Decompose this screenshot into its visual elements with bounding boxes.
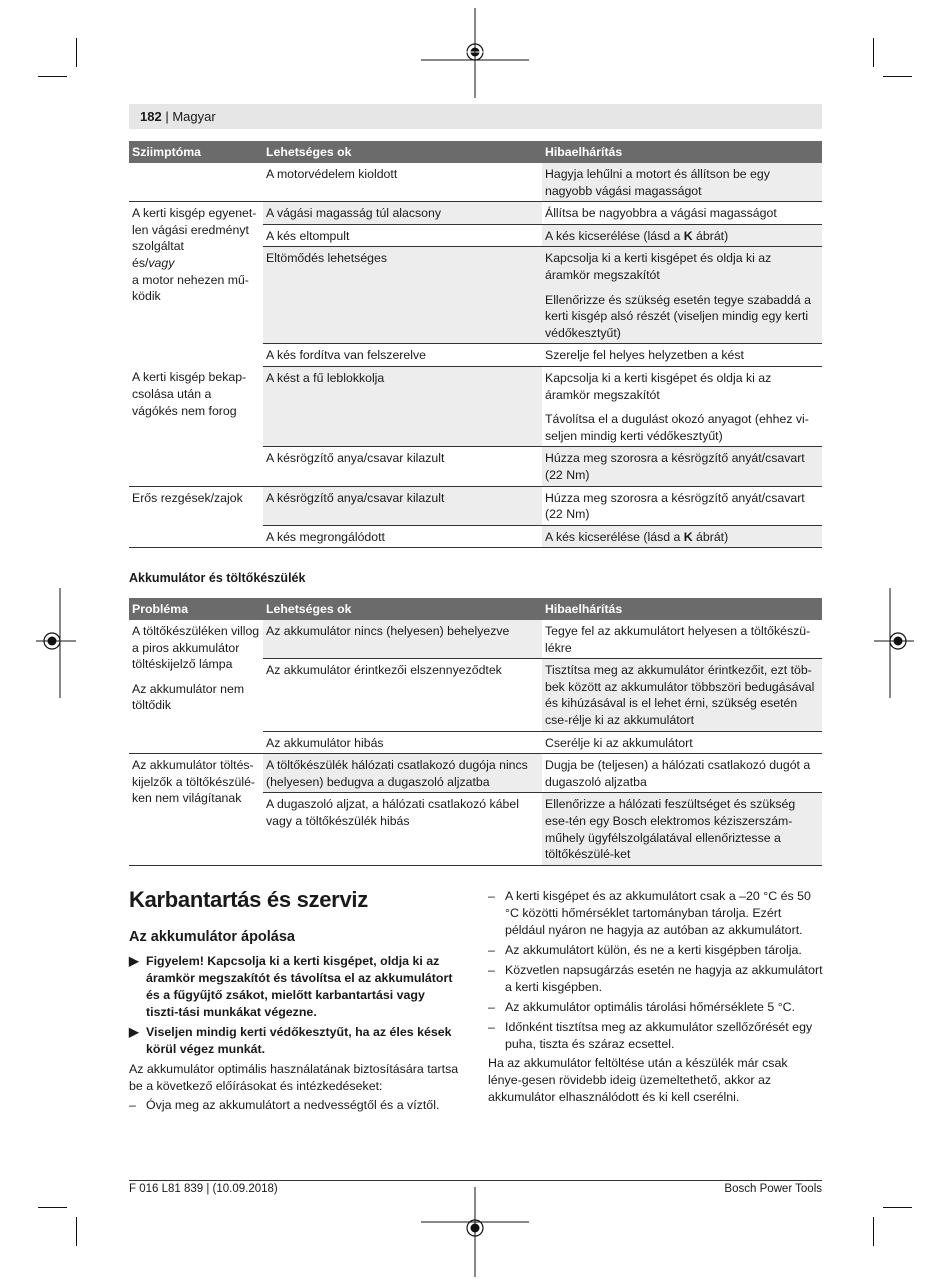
- cause-cell: A késrögzítő anya/csavar kilazult: [263, 486, 542, 525]
- table-row: [129, 486, 822, 525]
- footer-brand: Bosch Power Tools: [724, 1183, 822, 1195]
- warning-item: ▶ Viseljen mindig kerti védőkesztyűt, ha az éles kések körül végez munkát.: [129, 1025, 452, 1056]
- crop-mark: [38, 1207, 67, 1208]
- fix-cell: Dugja be (teljesen) a hálózati csatlakozó dugót a dugaszoló aljzatba: [542, 754, 822, 793]
- cause-cell: Az akkumulátor hibás: [263, 731, 542, 754]
- problem-cell: Az akkumulátor töltés-kijelzők a töltőkészülé-ken nem világítanak: [129, 754, 263, 866]
- page-header: 182 | Magyar: [129, 104, 822, 129]
- fix-cell: Állítsa be nagyobbra a vágási magasságot: [542, 202, 822, 225]
- left-column: [129, 953, 459, 1114]
- fix-cell: Kapcsolja ki a kerti kisgépet és oldja ki az áramkör megszakítót Távolítsa el a dugulást okozó anyagot (ehhez vi-seljen mindig kerti védőkesztyűt): [542, 366, 822, 446]
- footer-code: F 016 L81 839 | (10.09.2018): [129, 1183, 278, 1195]
- fix-cell: A kés kicserélése (lásd a K ábrát): [542, 525, 822, 548]
- column-header: Hibaelhárítás: [542, 598, 822, 620]
- crop-mark: [883, 76, 912, 77]
- cause-cell: A töltőkészülék hálózati csatlakozó dugója nincs (helyesen) bedugva a dugaszoló aljzatba: [263, 754, 542, 793]
- list-item: – A kerti kisgépet és az akkumulátort csak a –20 °C és 50 °C közötti hőmérséklet tartományban tárolja. Ezért például nyáron ne hagyja az autóban az akkumulátort.: [488, 889, 811, 937]
- cause-cell: A vágási magasság túl alacsony: [263, 202, 542, 225]
- crop-mark: [76, 38, 77, 67]
- list-item: – Időnként tisztítsa meg az akkumulátor szellőzőrését egy puha, tiszta és száraz ecsettel.: [488, 1020, 813, 1051]
- warning-item: ▶ Figyelem! Kapcsolja ki a kerti kisgépet, oldja ki az áramkör megszakítót és távolítsa el az akkumulátort és a fűgyűjtő zsákot, mielőtt karbantartási vagy tiszti-tási munkákat végezne.: [129, 954, 453, 1019]
- triangle-bullet-icon: ▶: [129, 954, 139, 968]
- fix-cell: Húzza meg szorosra a késrögzítő anyát/csavart (22 Nm): [542, 447, 822, 486]
- fix-cell: A kés kicserélése (lásd a K ábrát): [542, 224, 822, 247]
- page-number: 182: [140, 109, 162, 124]
- page-language: Magyar: [172, 109, 216, 124]
- table-row: [129, 202, 822, 225]
- list-item: – Óvja meg az akkumulátort a nedvességtől és a víztől.: [129, 1098, 440, 1112]
- fix-cell: Tegye fel az akkumulátort helyesen a töltőkészü-lékre: [542, 620, 822, 659]
- intro-text: Az akkumulátor optimális használatának biztosítására tartsa be a következő előírásokat és intézkedéseket:: [129, 1062, 459, 1093]
- list-item: – Az akkumulátort külön, és ne a kerti kisgépben tárolja.: [488, 943, 802, 957]
- problem-cell: A töltőkészüléken villog a piros akkumulátor töltéskijelző lámpa Az akkumulátor nem töltődik: [129, 620, 263, 754]
- section-heading: Karbantartás és szerviz: [129, 887, 368, 912]
- cause-cell: A kést a fű leblokkolja: [263, 366, 542, 446]
- table-row: [129, 620, 822, 659]
- triangle-bullet-icon: ▶: [129, 1025, 139, 1039]
- table-header-row: [129, 598, 822, 620]
- symptom-cell: [129, 163, 263, 202]
- cause-cell: A kés eltompult: [263, 224, 542, 247]
- cause-cell: A kés fordítva van felszerelve: [263, 344, 542, 367]
- table-row: [129, 163, 822, 202]
- fix-cell: Húzza meg szorosra a késrögzítő anyát/csavart (22 Nm): [542, 486, 822, 525]
- fix-cell: Szerelje fel helyes helyzetben a kést: [542, 344, 822, 367]
- fix-cell: Hagyja lehűlni a motort és állítson be egy nagyobb vágási magasságot: [542, 163, 822, 202]
- table-row: [129, 754, 822, 793]
- registration-mark-icon: [874, 588, 914, 698]
- column-header: Sziimptóma: [129, 141, 263, 163]
- crop-mark: [873, 1217, 874, 1246]
- symptom-cell: Erős rezgések/zajok: [129, 486, 263, 548]
- cause-cell: Eltömődés lehetséges: [263, 247, 542, 344]
- list-item: – Közvetlen napsugárzás esetén ne hagyja az akkumulátort a kerti kisgépben.: [488, 963, 823, 994]
- symptom-cell: A kerti kisgép bekap-csolása után a vágókés nem forog: [129, 366, 263, 486]
- column-header: Hibaelhárítás: [542, 141, 822, 163]
- cause-cell: Az akkumulátor nincs (helyesen) behelyezve: [263, 620, 542, 659]
- table-row: [129, 366, 822, 446]
- fix-cell: Ellenőrizze a hálózati feszültséget és szükség ese-tén egy Bosch elektromos kéziszerszám-műhely ügyfélszolgálatával ellenőriztesse a töltőkészülé-ket: [542, 793, 822, 865]
- table-header-row: [129, 141, 822, 163]
- cause-cell: A késrögzítő anya/csavar kilazult: [263, 447, 542, 486]
- crop-mark: [873, 38, 874, 67]
- registration-mark-icon: [36, 588, 76, 698]
- column-header: Probléma: [129, 598, 263, 620]
- right-column: [488, 888, 824, 1106]
- section-title: Akkumulátor és töltőkészülék: [129, 571, 306, 585]
- fix-cell: Kapcsolja ki a kerti kisgépet és oldja ki az áramkör megszakítót Ellenőrizze és szükség esetén tegye szabaddá a kerti kisgép alsó részét (viseljen mindig egy kerti védőkesztyűt): [542, 247, 822, 344]
- crop-mark: [38, 76, 67, 77]
- crop-mark: [76, 1217, 77, 1246]
- symptom-cell: A kerti kisgép egyenet- len vágási eredményt szolgáltat és/vagy a motor nehezen mű- ködik: [132, 206, 257, 304]
- footer-rule: [129, 1180, 822, 1181]
- battery-troubleshooting-table: [129, 598, 822, 866]
- cause-cell: Az akkumulátor érintkezői elszennyeződtek: [263, 659, 542, 731]
- cause-cell: A motorvédelem kioldott: [263, 163, 542, 202]
- subsection-heading: Az akkumulátor ápolása: [129, 929, 295, 945]
- registration-mark-icon: [421, 1187, 529, 1277]
- troubleshooting-table: [129, 141, 822, 548]
- registration-mark-icon: [421, 8, 529, 98]
- fix-cell: Tisztítsa meg az akkumulátor érintkezőit, ezt töb-bek között az akkumulátor többszöri bedugásával és kihúzásával is el lehet érni, szükség esetén cse-rélje ki az akkumulátort: [542, 659, 822, 731]
- fix-cell: Cserélje ki az akkumulátort: [542, 731, 822, 754]
- column-header: Lehetséges ok: [263, 598, 542, 620]
- closing-text: Ha az akkumulátor feltöltése után a készülék már csak lénye-gesen rövidebb ideig üzemeltethető, akkor az akkumulátor elhasználódott és ki kell cserélni.: [488, 1056, 788, 1104]
- crop-mark: [883, 1207, 912, 1208]
- column-header: Lehetséges ok: [263, 141, 542, 163]
- cause-cell: A dugaszoló aljzat, a hálózati csatlakozó kábel vagy a töltőkészülék hibás: [263, 793, 542, 865]
- cause-cell: A kés megrongálódott: [263, 525, 542, 548]
- list-item: – Az akkumulátor optimális tárolási hőmérséklete 5 °C.: [488, 1000, 796, 1014]
